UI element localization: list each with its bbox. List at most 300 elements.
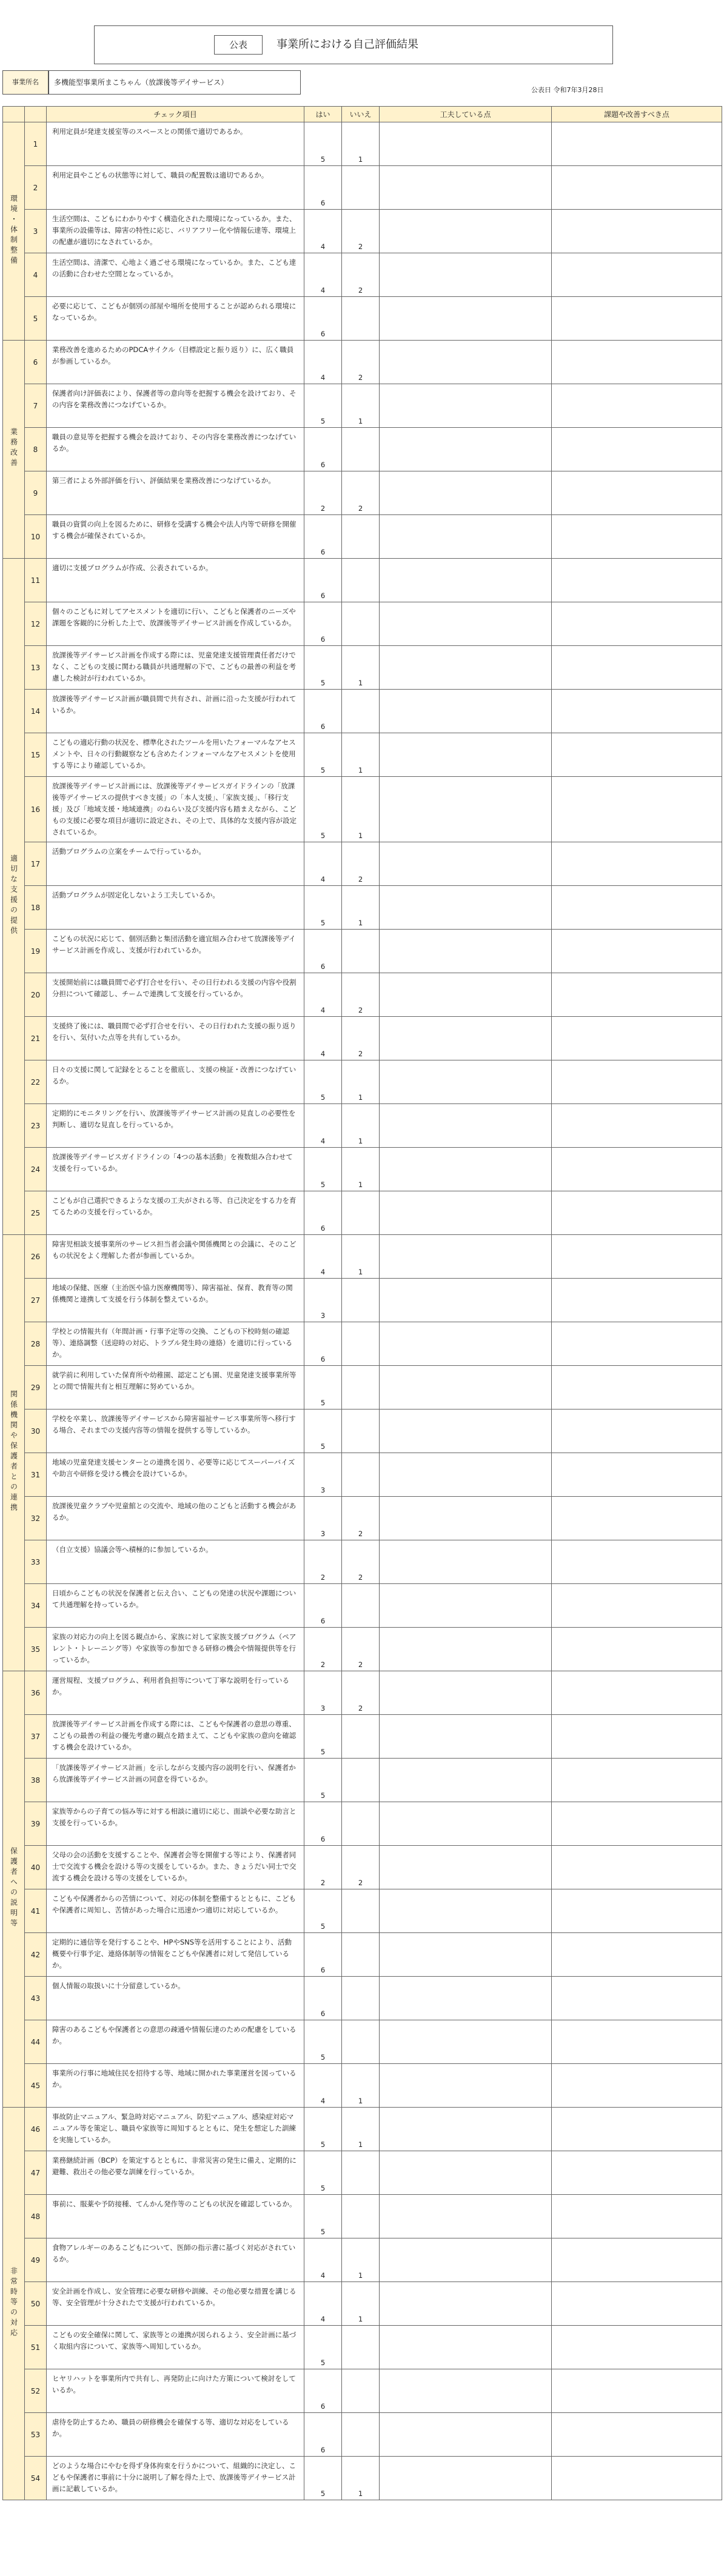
table-row bbox=[3, 690, 722, 733]
issue-cell bbox=[552, 1017, 722, 1060]
effort-cell bbox=[380, 1933, 552, 1977]
effort-cell bbox=[380, 690, 552, 733]
check-item-text: 必要に応じて、こどもが個別の部屋や場所を使用することが認められる環境になっているか。 bbox=[47, 297, 304, 341]
effort-cell bbox=[380, 2108, 552, 2151]
header-no: いいえ bbox=[342, 107, 380, 122]
item-number: 34 bbox=[25, 1584, 47, 1628]
check-item-text: ヒヤリハットを事業所内で共有し、再発防止に向けた方策について検討をしているか。 bbox=[47, 2369, 304, 2413]
issue-cell bbox=[552, 1933, 722, 1977]
check-item-text: 「放課後等デイサービス計画」を示しながら支援内容の説明を行い、保護者から放課後等デイサービス計画の同意を得ているか。 bbox=[47, 1759, 304, 1802]
item-number: 22 bbox=[25, 1060, 47, 1104]
check-item-text: こどもの適応行動の状況を、標準化されたツールを用いたフォーマルなアセスメントや、日々の行動観察なども含めたインフォーマルなアセスメントを使用する等により確認しているか。 bbox=[47, 733, 304, 777]
header-yes: はい bbox=[304, 107, 342, 122]
header-category bbox=[3, 107, 25, 122]
yes-count: 6 bbox=[304, 602, 342, 646]
no-count bbox=[342, 602, 380, 646]
issue-cell bbox=[552, 341, 722, 384]
yes-count: 4 bbox=[304, 2282, 342, 2326]
check-item-text: こどもや保護者からの苦情について、対応の体制を整備するとともに、こどもや保護者に周知し、苦情があった場合に迅速かつ適切に対応しているか。 bbox=[47, 1889, 304, 1933]
no-count: 2 bbox=[342, 210, 380, 253]
no-count: 2 bbox=[342, 1846, 380, 1889]
issue-cell bbox=[552, 1671, 722, 1715]
issue-cell bbox=[552, 1802, 722, 1846]
check-item-text: 放課後等デイサービス計画を作成する際には、児童発達支援管理責任者だけでなく、こどもの支援に関わる職員が共通理解の下で、こどもの最善の利益を考慮した検討が行われているか。 bbox=[47, 646, 304, 690]
issue-cell bbox=[552, 1366, 722, 1409]
item-number: 36 bbox=[25, 1671, 47, 1715]
check-item-text: 家族等からの子育ての悩み等に対する相談に適切に応じ、面談や必要な助言と支援を行っているか。 bbox=[47, 1802, 304, 1846]
yes-count: 3 bbox=[304, 1671, 342, 1715]
no-count: 1 bbox=[342, 384, 380, 428]
table-row bbox=[3, 646, 722, 690]
table-row bbox=[3, 1322, 722, 1366]
yes-count: 5 bbox=[304, 1060, 342, 1104]
no-count bbox=[342, 1802, 380, 1846]
table-row bbox=[3, 1497, 722, 1540]
effort-cell bbox=[380, 1191, 552, 1235]
effort-cell bbox=[380, 1148, 552, 1191]
header-effort: 工夫している点 bbox=[380, 107, 552, 122]
yes-count: 4 bbox=[304, 341, 342, 384]
no-count: 2 bbox=[342, 1497, 380, 1540]
category-label: 環境・体制整備 bbox=[9, 194, 18, 267]
check-item-text: こどもの安全確保に関して、家族等との連携が図られるよう、安全計画に基づく取組内容について、家族等へ周知しているか。 bbox=[47, 2326, 304, 2369]
effort-cell bbox=[380, 1409, 552, 1453]
table-row bbox=[3, 2413, 722, 2457]
item-number: 10 bbox=[25, 515, 47, 559]
issue-cell bbox=[552, 1846, 722, 1889]
effort-cell bbox=[380, 842, 552, 886]
effort-cell bbox=[380, 733, 552, 777]
issue-cell bbox=[552, 1977, 722, 2020]
yes-count: 6 bbox=[304, 559, 342, 602]
category-label: 関係機関や保護者との連携 bbox=[9, 1390, 18, 1514]
item-number: 3 bbox=[25, 210, 47, 253]
item-number: 5 bbox=[25, 297, 47, 341]
item-number: 27 bbox=[25, 1279, 47, 1322]
effort-cell bbox=[380, 646, 552, 690]
no-count: 2 bbox=[342, 842, 380, 886]
table-row bbox=[3, 1977, 722, 2020]
effort-cell bbox=[380, 1628, 552, 1671]
yes-count: 6 bbox=[304, 1802, 342, 1846]
issue-cell bbox=[552, 930, 722, 973]
effort-cell bbox=[380, 886, 552, 930]
yes-count: 6 bbox=[304, 428, 342, 471]
header-issue: 課題や改善すべき点 bbox=[552, 107, 722, 122]
issue-cell bbox=[552, 166, 722, 210]
issue-cell bbox=[552, 1148, 722, 1191]
issue-cell bbox=[552, 122, 722, 166]
yes-count: 6 bbox=[304, 930, 342, 973]
issue-cell bbox=[552, 297, 722, 341]
yes-count: 2 bbox=[304, 1628, 342, 1671]
issue-cell bbox=[552, 1279, 722, 1322]
no-count bbox=[342, 515, 380, 559]
business-name: 多機能型事業所まこちゃん（放課後等デイサービス） bbox=[49, 70, 301, 95]
yes-count: 5 bbox=[304, 1366, 342, 1409]
table-row bbox=[3, 1846, 722, 1889]
item-number: 52 bbox=[25, 2369, 47, 2413]
no-count: 2 bbox=[342, 1017, 380, 1060]
item-number: 24 bbox=[25, 1148, 47, 1191]
item-number: 6 bbox=[25, 341, 47, 384]
yes-count: 3 bbox=[304, 1497, 342, 1540]
check-item-text: 業務改善を進めるためのPDCAサイクル（目標設定と振り返り）に、広く職員が参画しているか。 bbox=[47, 341, 304, 384]
item-number: 15 bbox=[25, 733, 47, 777]
yes-count: 5 bbox=[304, 886, 342, 930]
effort-cell bbox=[380, 428, 552, 471]
issue-cell bbox=[552, 253, 722, 297]
yes-count: 6 bbox=[304, 1977, 342, 2020]
check-item-text: どのような場合にやむを得ず身体拘束を行うかについて、組織的に決定し、こどもや保護者に事前に十分に説明し了解を得た上で、放課後等デイサービス計画に記載しているか。 bbox=[47, 2457, 304, 2500]
yes-count: 4 bbox=[304, 210, 342, 253]
no-count bbox=[342, 1191, 380, 1235]
yes-count: 4 bbox=[304, 842, 342, 886]
check-item-text: 放課後児童クラブや児童館との交流や、地域の他のこどもと活動する機会があるか。 bbox=[47, 1497, 304, 1540]
no-count: 1 bbox=[342, 122, 380, 166]
category-cell bbox=[3, 2108, 25, 2500]
yes-count: 3 bbox=[304, 1453, 342, 1497]
table-row bbox=[3, 733, 722, 777]
no-count bbox=[342, 690, 380, 733]
category-cell bbox=[3, 1671, 25, 2108]
effort-cell bbox=[380, 1759, 552, 1802]
yes-count: 5 bbox=[304, 1759, 342, 1802]
table-row bbox=[3, 1409, 722, 1453]
no-count: 1 bbox=[342, 733, 380, 777]
check-item-text: 保護者向け評価表により、保護者等の意向等を把握する機会を設けており、その内容を業務改善につなげているか。 bbox=[47, 384, 304, 428]
item-number: 12 bbox=[25, 602, 47, 646]
yes-count: 3 bbox=[304, 1279, 342, 1322]
no-count bbox=[342, 2326, 380, 2369]
yes-count: 5 bbox=[304, 733, 342, 777]
issue-cell bbox=[552, 1235, 722, 1279]
category-label: 非常時等の対応 bbox=[9, 2266, 18, 2339]
no-count: 2 bbox=[342, 1628, 380, 1671]
yes-count: 6 bbox=[304, 1322, 342, 1366]
effort-cell bbox=[380, 1279, 552, 1322]
no-count bbox=[342, 2151, 380, 2195]
yes-count: 5 bbox=[304, 122, 342, 166]
table-row bbox=[3, 559, 722, 602]
table-row bbox=[3, 842, 722, 886]
no-count bbox=[342, 1977, 380, 2020]
yes-count: 6 bbox=[304, 1933, 342, 1977]
check-item-text: 安全計画を作成し、安全管理に必要な研修や訓練、その他必要な措置を講じる等、安全管理が十分されたで支援が行われているか。 bbox=[47, 2282, 304, 2326]
yes-count: 4 bbox=[304, 253, 342, 297]
effort-cell bbox=[380, 1060, 552, 1104]
header-number bbox=[25, 107, 47, 122]
issue-cell bbox=[552, 973, 722, 1017]
issue-cell bbox=[552, 1759, 722, 1802]
issue-cell bbox=[552, 1497, 722, 1540]
yes-count: 6 bbox=[304, 515, 342, 559]
issue-cell bbox=[552, 2282, 722, 2326]
issue-cell bbox=[552, 1191, 722, 1235]
check-item-text: （自立支援）協議会等へ積極的に参加しているか。 bbox=[47, 1540, 304, 1584]
no-count: 1 bbox=[342, 777, 380, 842]
effort-cell bbox=[380, 122, 552, 166]
evaluation-table bbox=[2, 106, 722, 2500]
issue-cell bbox=[552, 2326, 722, 2369]
check-item-text: 事故防止マニュアル、緊急時対応マニュアル、防犯マニュアル、感染症対応マニュアル等を策定し、職員や家族等に周知するとともに、発生を想定した訓練を実施しているか。 bbox=[47, 2108, 304, 2151]
yes-count: 5 bbox=[304, 646, 342, 690]
effort-cell bbox=[380, 602, 552, 646]
yes-count: 4 bbox=[304, 2064, 342, 2108]
table-row bbox=[3, 1802, 722, 1846]
item-number: 16 bbox=[25, 777, 47, 842]
item-number: 41 bbox=[25, 1889, 47, 1933]
no-count: 1 bbox=[342, 886, 380, 930]
item-number: 42 bbox=[25, 1933, 47, 1977]
check-item-text: 家族の対応力の向上を図る観点から、家族に対して家族支援プログラム（ペアレント・トレーニング等）や家族等の参加できる研修の機会や情報提供等を行っているか。 bbox=[47, 1628, 304, 1671]
check-item-text: 父母の会の活動を支援することや、保護者会等を開催する等により、保護者同士で交流する機会を設ける等の支援をしているか。また、きょうだい同士で交流する機会を設ける等の支援をしているか。 bbox=[47, 1846, 304, 1889]
no-count bbox=[342, 1322, 380, 1366]
no-count: 1 bbox=[342, 1235, 380, 1279]
check-item-text: 定期的に通信等を発行することや、HPやSNS等を活用することにより、活動概要や行事予定、連絡体制等の情報をこどもや保護者に対して発信しているか。 bbox=[47, 1933, 304, 1977]
no-count bbox=[342, 428, 380, 471]
effort-cell bbox=[380, 1671, 552, 1715]
item-number: 18 bbox=[25, 886, 47, 930]
effort-cell bbox=[380, 1497, 552, 1540]
effort-cell bbox=[380, 166, 552, 210]
check-item-text: 食物アレルギーのあるこどもについて、医師の指示書に基づく対応がされているか。 bbox=[47, 2238, 304, 2282]
no-count: 2 bbox=[342, 1671, 380, 1715]
effort-cell bbox=[380, 1584, 552, 1628]
item-number: 29 bbox=[25, 1366, 47, 1409]
effort-cell bbox=[380, 341, 552, 384]
category-label: 保護者への説明等 bbox=[9, 1847, 18, 1929]
item-number: 4 bbox=[25, 253, 47, 297]
item-number: 50 bbox=[25, 2282, 47, 2326]
issue-cell bbox=[552, 886, 722, 930]
effort-cell bbox=[380, 297, 552, 341]
yes-count: 4 bbox=[304, 1017, 342, 1060]
item-number: 11 bbox=[25, 559, 47, 602]
issue-cell bbox=[552, 2238, 722, 2282]
check-item-text: 地域の保健、医療（主治医や協力医療機関等）、障害福祉、保育、教育等の関係機関と連携して支援を行う体制を整えているか。 bbox=[47, 1279, 304, 1322]
issue-cell bbox=[552, 2195, 722, 2238]
table-row bbox=[3, 2108, 722, 2151]
table-row bbox=[3, 1715, 722, 1759]
issue-cell bbox=[552, 2413, 722, 2457]
effort-cell bbox=[380, 210, 552, 253]
table-row bbox=[3, 253, 722, 297]
issue-cell bbox=[552, 2064, 722, 2108]
table-row bbox=[3, 341, 722, 384]
no-count bbox=[342, 2369, 380, 2413]
effort-cell bbox=[380, 471, 552, 515]
issue-cell bbox=[552, 2369, 722, 2413]
effort-cell bbox=[380, 2020, 552, 2064]
item-number: 46 bbox=[25, 2108, 47, 2151]
item-number: 54 bbox=[25, 2457, 47, 2500]
item-number: 48 bbox=[25, 2195, 47, 2238]
item-number: 39 bbox=[25, 1802, 47, 1846]
no-count: 1 bbox=[342, 2457, 380, 2500]
issue-cell bbox=[552, 2108, 722, 2151]
no-count: 1 bbox=[342, 2064, 380, 2108]
table-row bbox=[3, 1671, 722, 1715]
no-count bbox=[342, 2020, 380, 2064]
table-row bbox=[3, 886, 722, 930]
no-count: 1 bbox=[342, 646, 380, 690]
no-count bbox=[342, 1409, 380, 1453]
item-number: 44 bbox=[25, 2020, 47, 2064]
table-row bbox=[3, 471, 722, 515]
category-label: 業務改善 bbox=[9, 428, 18, 469]
table-row bbox=[3, 2326, 722, 2369]
table-row bbox=[3, 210, 722, 253]
item-number: 37 bbox=[25, 1715, 47, 1759]
effort-cell bbox=[380, 1715, 552, 1759]
page-title: 事業所における自己評価結果 bbox=[277, 38, 418, 51]
issue-cell bbox=[552, 1409, 722, 1453]
table-row bbox=[3, 166, 722, 210]
table-row bbox=[3, 2369, 722, 2413]
effort-cell bbox=[380, 515, 552, 559]
check-item-text: 定期的にモニタリングを行い、放課後等デイサービス計画の見直しの必要性を判断し、適切な見直しを行っているか。 bbox=[47, 1104, 304, 1148]
yes-count: 5 bbox=[304, 2195, 342, 2238]
check-item-text: 障害のあるこどもや保護者との意思の疎通や情報伝達のための配慮をしているか。 bbox=[47, 2020, 304, 2064]
table-row bbox=[3, 2457, 722, 2500]
effort-cell bbox=[380, 2369, 552, 2413]
publish-date: 公表日 令和7年3月28日 bbox=[531, 86, 604, 94]
table-row bbox=[3, 2282, 722, 2326]
table-row bbox=[3, 1060, 722, 1104]
effort-cell bbox=[380, 1322, 552, 1366]
check-item-text: 生活空間は、こどもにわかりやすく構造化された環境になっているか。また、事業所の設備等は、障害の特性に応じ、バリアフリー化や情報伝達等、環境上の配慮が適切になされているか。 bbox=[47, 210, 304, 253]
no-count bbox=[342, 2195, 380, 2238]
no-count: 1 bbox=[342, 2282, 380, 2326]
yes-count: 5 bbox=[304, 2151, 342, 2195]
table-row bbox=[3, 2020, 722, 2064]
item-number: 51 bbox=[25, 2326, 47, 2369]
check-item-text: 職員の資質の向上を図るために、研修を受講する機会や法人内等で研修を開催する機会が確保されているか。 bbox=[47, 515, 304, 559]
check-item-text: 運営規程、支援プログラム、利用者負担等について丁寧な説明を行っているか。 bbox=[47, 1671, 304, 1715]
item-number: 38 bbox=[25, 1759, 47, 1802]
check-item-text: こどもの状況に応じて、個別活動と集団活動を適宜組み合わせて放課後等デイサービス計画を作成し、支援が行われているか。 bbox=[47, 930, 304, 973]
table-row bbox=[3, 1628, 722, 1671]
effort-cell bbox=[380, 2457, 552, 2500]
category-cell bbox=[3, 1235, 25, 1671]
category-cell bbox=[3, 122, 25, 341]
check-item-text: 放課後等デイサービスガイドラインの「4つの基本活動」を複数組み合わせて支援を行っているか。 bbox=[47, 1148, 304, 1191]
yes-count: 6 bbox=[304, 166, 342, 210]
check-item-text: 放課後等デイサービス計画が職員間で共有され、計画に沿った支援が行われているか。 bbox=[47, 690, 304, 733]
issue-cell bbox=[552, 646, 722, 690]
item-number: 32 bbox=[25, 1497, 47, 1540]
issue-cell bbox=[552, 1104, 722, 1148]
yes-count: 6 bbox=[304, 1191, 342, 1235]
no-count bbox=[342, 297, 380, 341]
business-label: 事業所名 bbox=[2, 70, 49, 95]
table-row bbox=[3, 297, 722, 341]
effort-cell bbox=[380, 384, 552, 428]
item-number: 47 bbox=[25, 2151, 47, 2195]
item-number: 20 bbox=[25, 973, 47, 1017]
no-count: 1 bbox=[342, 2108, 380, 2151]
issue-cell bbox=[552, 1889, 722, 1933]
effort-cell bbox=[380, 777, 552, 842]
table-header-row bbox=[3, 107, 722, 122]
effort-cell bbox=[380, 2413, 552, 2457]
item-number: 40 bbox=[25, 1846, 47, 1889]
category-cell bbox=[3, 341, 25, 559]
yes-count: 5 bbox=[304, 2020, 342, 2064]
item-number: 7 bbox=[25, 384, 47, 428]
item-number: 8 bbox=[25, 428, 47, 471]
effort-cell bbox=[380, 2282, 552, 2326]
no-count bbox=[342, 1889, 380, 1933]
yes-count: 4 bbox=[304, 1104, 342, 1148]
yes-count: 6 bbox=[304, 2413, 342, 2457]
issue-cell bbox=[552, 471, 722, 515]
check-item-text: 地域の児童発達支援センターとの連携を図り、必要等に応じてスーパーバイズや助言や研修を受ける機会を設けているか。 bbox=[47, 1453, 304, 1497]
check-item-text: 就学前に利用していた保育所や幼稚園、認定こども園、児童発達支援事業所等との間で情報共有と相互理解に努めているか。 bbox=[47, 1366, 304, 1409]
no-count bbox=[342, 559, 380, 602]
check-item-text: 個々のこどもに対してアセスメントを適切に行い、こどもと保護者のニーズや課題を客観的に分析した上で、放課後等デイサービス計画を作成しているか。 bbox=[47, 602, 304, 646]
table-row bbox=[3, 777, 722, 842]
no-count bbox=[342, 930, 380, 973]
check-item-text: 利用定員が発達支援室等のスペースとの関係で適切であるか。 bbox=[47, 122, 304, 166]
issue-cell bbox=[552, 1584, 722, 1628]
yes-count: 6 bbox=[304, 690, 342, 733]
yes-count: 4 bbox=[304, 973, 342, 1017]
yes-count: 5 bbox=[304, 2326, 342, 2369]
yes-count: 5 bbox=[304, 777, 342, 842]
issue-cell bbox=[552, 1453, 722, 1497]
no-count: 2 bbox=[342, 973, 380, 1017]
issue-cell bbox=[552, 428, 722, 471]
effort-cell bbox=[380, 2195, 552, 2238]
table-row bbox=[3, 1453, 722, 1497]
item-number: 1 bbox=[25, 122, 47, 166]
header-check-item: チェック項目 bbox=[47, 107, 304, 122]
table-row bbox=[3, 2151, 722, 2195]
table-row bbox=[3, 1191, 722, 1235]
check-item-text: 事業所の行事に地域住民を招待する等、地域に開かれた事業運営を図っているか。 bbox=[47, 2064, 304, 2108]
yes-count: 5 bbox=[304, 2457, 342, 2500]
no-count bbox=[342, 166, 380, 210]
table-row bbox=[3, 1279, 722, 1322]
effort-cell bbox=[380, 2326, 552, 2369]
effort-cell bbox=[380, 1017, 552, 1060]
effort-cell bbox=[380, 1889, 552, 1933]
no-count bbox=[342, 1759, 380, 1802]
table-row bbox=[3, 2238, 722, 2282]
issue-cell bbox=[552, 515, 722, 559]
check-item-text: 職員の意見等を把握する機会を設けており、その内容を業務改善につなげているか。 bbox=[47, 428, 304, 471]
no-count bbox=[342, 2413, 380, 2457]
item-number: 33 bbox=[25, 1540, 47, 1584]
yes-count: 6 bbox=[304, 1584, 342, 1628]
issue-cell bbox=[552, 1322, 722, 1366]
item-number: 21 bbox=[25, 1017, 47, 1060]
table-row bbox=[3, 1235, 722, 1279]
effort-cell bbox=[380, 930, 552, 973]
issue-cell bbox=[552, 384, 722, 428]
no-count: 1 bbox=[342, 1060, 380, 1104]
effort-cell bbox=[380, 559, 552, 602]
issue-cell bbox=[552, 842, 722, 886]
table-row bbox=[3, 122, 722, 166]
item-number: 23 bbox=[25, 1104, 47, 1148]
item-number: 28 bbox=[25, 1322, 47, 1366]
item-number: 45 bbox=[25, 2064, 47, 2108]
yes-count: 5 bbox=[304, 384, 342, 428]
check-item-text: 活動プログラムの立案をチームで行っているか。 bbox=[47, 842, 304, 886]
